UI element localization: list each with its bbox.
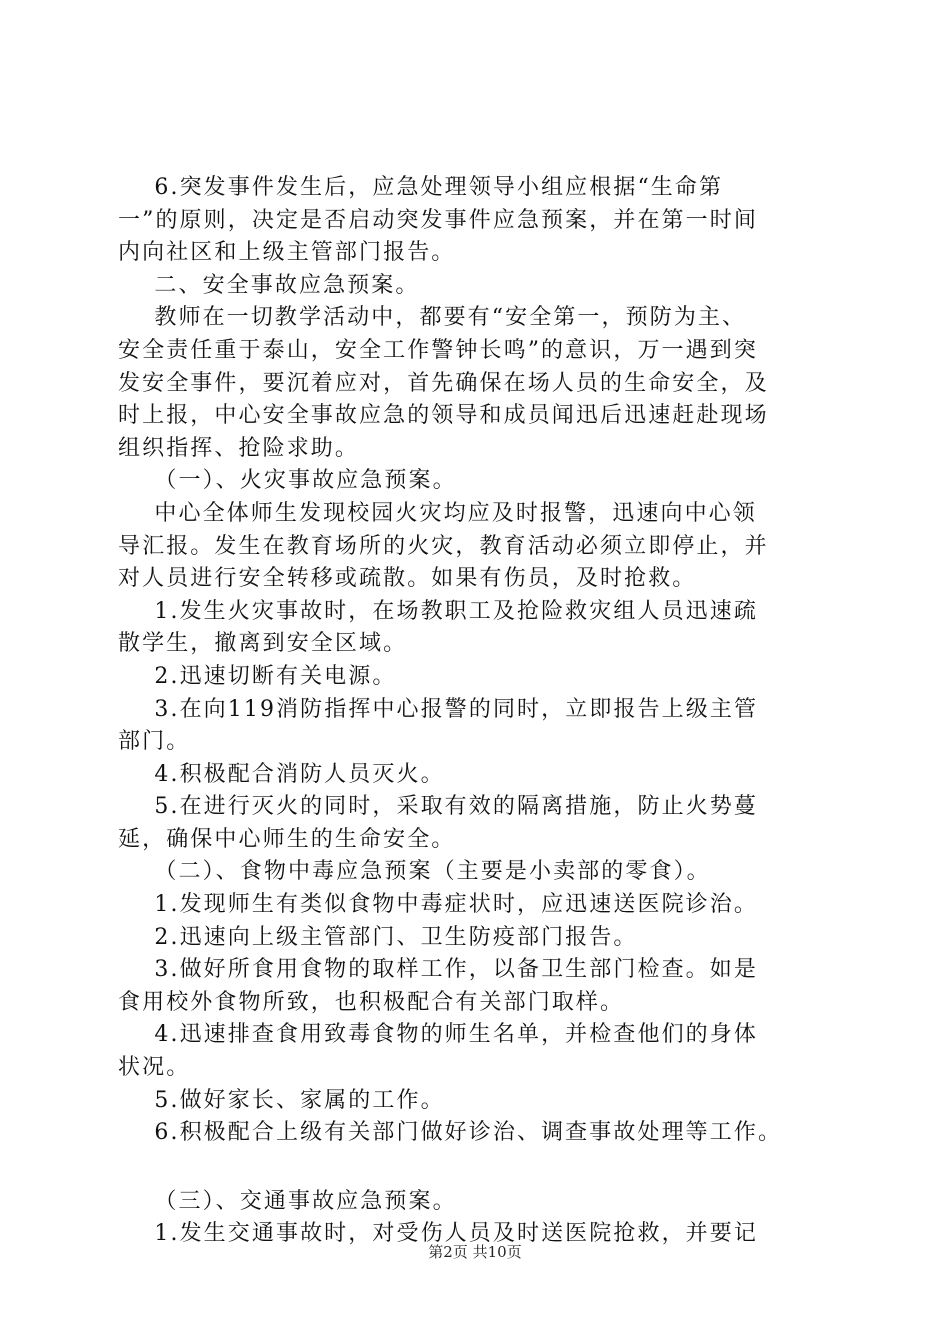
text-line: 1.发生火灾事故时，在场教职工及抢险救灾组人员迅速疏	[118, 598, 758, 624]
text-line: 组织指挥、抢险求助。	[118, 435, 360, 461]
text-line: 延，确保中心师生的生命安全。	[118, 826, 456, 852]
text-line: 对人员进行安全转移或疏散。如果有伤员，及时抢救。	[118, 566, 697, 592]
subsection-heading: （一）、火灾事故应急预案。	[118, 468, 457, 494]
text-line: 状况。	[118, 1055, 191, 1081]
text-line: 3.在向119消防指挥中心报警的同时，立即报告上级主管	[118, 696, 759, 722]
text-line: 中心全体师生发现校园火灾均应及时报警，迅速向中心领	[118, 500, 757, 526]
text-line: 1.发生交通事故时，对受伤人员及时送医院抢救，并要记	[118, 1221, 758, 1247]
text-line: 导汇报。发生在教育场所的火灾，教育活动必须立即停止，并	[118, 533, 769, 559]
text-line: 5.在进行灭火的同时，采取有效的隔离措施，防止火势蔓	[118, 794, 758, 820]
text-line: 6.突发事件发生后，应急处理领导小组应根据“生命第	[118, 175, 724, 200]
text-line: 发安全事件，要沉着应对，首先确保在场人员的生命安全，及	[118, 370, 769, 396]
text-line: 食用校外食物所致，也积极配合有关部门取样。	[118, 989, 625, 1015]
text-line: 1.发现师生有类似食物中毒症状时，应迅速送医院诊治。	[118, 892, 758, 918]
text-line: 6.积极配合上级有关部门做好诊治、调查事故处理等工作。	[118, 1120, 783, 1146]
text-line: 2.迅速向上级主管部门、卫生防疫部门报告。	[118, 924, 638, 950]
subsection-heading: （二）、食物中毒应急预案（主要是小卖部的零食）。	[118, 859, 711, 885]
text-line: 安全责任重于泰山，安全工作警钟长鸣”的意识，万一遇到突	[118, 337, 758, 363]
text-line: 教师在一切教学活动中，都要有“安全第一，预防为主、	[118, 305, 747, 331]
text-line: 散学生，撤离到安全区域。	[118, 631, 408, 657]
text-line: 3.做好所食用食物的取样工作，以备卫生部门检查。如是	[118, 957, 758, 983]
text-line: 时上报，中心安全事故应急的领导和成员闻迅后迅速赶赴现场	[118, 403, 769, 429]
text-line: 2.迅速切断有关电源。	[118, 663, 397, 689]
subsection-heading: （三）、交通事故应急预案。	[118, 1188, 457, 1214]
paragraph-gap	[118, 1150, 838, 1186]
page-number-footer: 第2页 共10页	[428, 1243, 522, 1261]
text-line: 部门。	[118, 729, 191, 755]
section-heading: 二、安全事故应急预案。	[118, 272, 420, 298]
text-line: 4.迅速排查食用致毒食物的师生名单，并检查他们的身体	[118, 1022, 758, 1048]
document-body	[118, 172, 838, 1251]
text-line: 内向社区和上级主管部门报告。	[118, 240, 456, 266]
text-line: 5.做好家长、家属的工作。	[118, 1087, 445, 1113]
text-line: 4.积极配合消防人员灭火。	[118, 761, 445, 787]
text-line: 一”的原则，决定是否启动突发事件应急预案，并在第一时间	[118, 207, 758, 233]
